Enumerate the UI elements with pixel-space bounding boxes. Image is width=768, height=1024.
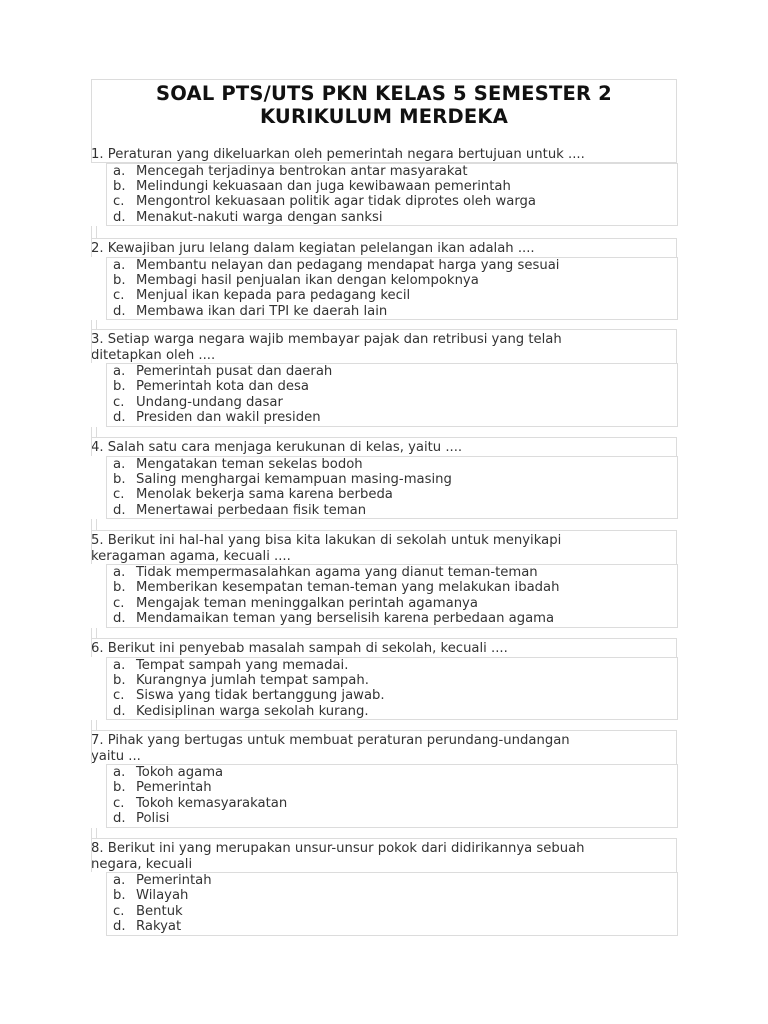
option-text: Saling menghargai kemampuan masing-masing <box>136 471 452 487</box>
option-text: Presiden dan wakil presiden <box>136 410 321 426</box>
row-spacer <box>91 828 97 838</box>
option-letter: c. <box>113 288 125 304</box>
question-text-line: 2. Kewajiban juru lelang dalam kegiatan pelelangan ikan adalah .... <box>91 241 535 256</box>
row-spacer <box>91 628 97 638</box>
option-text: Polisi <box>136 811 170 827</box>
question-text-line: 8. Berikut ini yang merupakan unsur-unsur pokok dari didirikannya sebuah <box>91 841 585 856</box>
question-frame <box>91 437 677 456</box>
option-letter: c. <box>113 487 125 503</box>
option-text: Undang-undang dasar <box>136 394 283 410</box>
option-letter: a. <box>113 873 126 888</box>
option-text: Mendamaikan teman yang berselisih karena perbedaan agama <box>136 611 555 627</box>
option-text: Pemerintah <box>136 873 212 888</box>
option-b[interactable] <box>107 780 677 795</box>
option-text: Tokoh kemasyarakatan <box>136 795 288 811</box>
option-letter: d. <box>113 209 126 225</box>
question-text-line: negara, kecuali <box>91 856 193 872</box>
option-text: Mencegah terjadinya bentrokan antar masyarakat <box>136 163 468 179</box>
answer-options <box>106 564 678 628</box>
option-letter: b. <box>113 379 126 395</box>
answer-options <box>106 363 678 427</box>
question-frame <box>91 730 677 764</box>
option-text: Pemerintah pusat dan daerah <box>136 364 333 379</box>
question-frame <box>91 144 677 163</box>
option-a[interactable] <box>107 258 677 273</box>
option-text: Rakyat <box>136 919 182 935</box>
question-frame <box>91 329 677 363</box>
option-letter: c. <box>113 595 125 611</box>
option-b[interactable] <box>107 179 677 194</box>
option-text: Menertawai perbedaan fisik teman <box>136 502 367 518</box>
option-text: Kurangnya jumlah tempat sampah. <box>136 672 369 688</box>
question-2 <box>91 241 677 319</box>
option-text: Pemerintah kota dan desa <box>136 379 309 395</box>
answer-options <box>106 657 678 721</box>
option-a[interactable] <box>107 658 677 673</box>
exam-sheet <box>91 79 678 936</box>
question-text-line: 7. Pihak yang bertugas untuk membuat peraturan perundang-undangan <box>91 733 570 748</box>
title-line-2: KURIKULUM MERDEKA <box>259 105 509 128</box>
option-d[interactable] <box>107 811 677 826</box>
row-spacer <box>91 320 97 329</box>
row-spacer <box>91 519 97 530</box>
option-text: Mengontrol kekuasaan politik agar tidak diprotes oleh warga <box>136 194 536 210</box>
option-letter: d. <box>113 502 126 518</box>
option-d[interactable] <box>107 304 677 319</box>
option-letter: a. <box>113 257 126 273</box>
option-d[interactable] <box>107 704 677 719</box>
answer-options <box>106 764 678 828</box>
option-letter: c. <box>113 194 125 210</box>
option-letter: b. <box>113 672 126 688</box>
question-text-line: 4. Salah satu cara menjaga kerukunan di kelas, yaitu .... <box>91 440 463 455</box>
option-letter: c. <box>113 688 125 704</box>
option-d[interactable] <box>107 210 677 225</box>
question-text-line: ditetapkan oleh .... <box>91 347 216 363</box>
option-text: Kedisiplinan warga sekolah kurang. <box>136 703 369 719</box>
option-letter: a. <box>113 456 126 472</box>
question-1 <box>91 147 677 225</box>
option-letter: a. <box>113 765 126 780</box>
option-letter: d. <box>113 303 126 319</box>
answer-options <box>106 257 678 321</box>
option-text: Tempat sampah yang memadai. <box>136 657 349 673</box>
option-c[interactable] <box>107 596 677 611</box>
question-text-line: yaitu ... <box>91 748 141 764</box>
option-letter: b. <box>113 888 126 904</box>
option-text: Melindungi kekuasaan dan juga kewibawaan pemerintah <box>136 178 511 194</box>
option-text: Bentuk <box>136 903 183 919</box>
page-title <box>91 79 677 128</box>
question-3 <box>91 332 677 426</box>
option-a[interactable] <box>107 765 677 780</box>
option-a[interactable] <box>107 457 677 472</box>
option-a[interactable] <box>107 565 677 580</box>
question-text-line: 5. Berikut ini hal-hal yang bisa kita lakukan di sekolah untuk menyikapi <box>91 533 562 548</box>
option-text: Menjual ikan kepada para pedagang kecil <box>136 288 411 304</box>
option-text: Pemerintah <box>136 780 212 796</box>
option-d[interactable] <box>107 503 677 518</box>
question-text-line: 6. Berikut ini penyebab masalah sampah di sekolah, kecuali .... <box>91 641 508 656</box>
answer-options <box>106 456 678 520</box>
option-text: Memberikan kesempatan teman-teman yang melakukan ibadah <box>136 580 560 596</box>
title-line-1: SOAL PTS/UTS PKN KELAS 5 SEMESTER 2 <box>156 82 612 105</box>
option-letter: d. <box>113 811 126 827</box>
question-5 <box>91 533 677 627</box>
row-spacer <box>91 720 97 730</box>
question-frame <box>91 838 677 872</box>
option-letter: b. <box>113 178 126 194</box>
question-6 <box>91 641 677 719</box>
option-letter: c. <box>113 394 125 410</box>
option-text: Mengatakan teman sekelas bodoh <box>136 456 363 472</box>
option-a[interactable] <box>107 873 677 888</box>
option-d[interactable] <box>107 611 677 626</box>
option-d[interactable] <box>107 410 677 425</box>
option-letter: b. <box>113 780 126 796</box>
option-letter: d. <box>113 611 126 627</box>
option-letter: b. <box>113 580 126 596</box>
question-text-line: 1. Peraturan yang dikeluarkan oleh pemerintah negara bertujuan untuk .... <box>91 147 585 162</box>
option-letter: c. <box>113 795 125 811</box>
option-text: Membawa ikan dari TPI ke daerah lain <box>136 303 388 319</box>
option-d[interactable] <box>107 919 677 934</box>
option-c[interactable] <box>107 487 677 502</box>
option-c[interactable] <box>107 395 677 410</box>
option-letter: a. <box>113 565 126 580</box>
option-b[interactable] <box>107 673 677 688</box>
option-text: Siswa yang tidak bertanggung jawab. <box>136 688 385 704</box>
row-spacer <box>91 427 97 437</box>
question-text-line: 3. Setiap warga negara wajib membayar pajak dan retribusi yang telah <box>91 332 562 347</box>
option-c[interactable] <box>107 688 677 703</box>
question-8 <box>91 841 677 935</box>
option-b[interactable] <box>107 472 677 487</box>
option-b[interactable] <box>107 888 677 903</box>
question-7 <box>91 733 677 827</box>
question-frame <box>91 530 677 564</box>
option-letter: b. <box>113 272 126 288</box>
option-a[interactable] <box>107 364 677 379</box>
option-b[interactable] <box>107 580 677 595</box>
option-b[interactable] <box>107 379 677 394</box>
option-letter: a. <box>113 657 126 673</box>
answer-options <box>106 872 678 936</box>
option-text: Mengajak teman meninggalkan perintah agamanya <box>136 595 478 611</box>
option-text: Tokoh agama <box>136 765 224 780</box>
option-text: Tidak mempermasalahkan agama yang dianut teman-teman <box>136 565 538 580</box>
option-letter: b. <box>113 471 126 487</box>
option-text: Membagi hasil penjualan ikan dengan kelompoknya <box>136 272 479 288</box>
option-letter: d. <box>113 410 126 426</box>
option-letter: c. <box>113 903 125 919</box>
option-c[interactable] <box>107 194 677 209</box>
question-frame <box>91 238 677 257</box>
question-4 <box>91 440 677 518</box>
row-spacer <box>91 226 97 238</box>
option-text: Menakut-nakuti warga dengan sanksi <box>136 209 383 225</box>
option-c[interactable] <box>107 904 677 919</box>
question-text-line: keragaman agama, kecuali .... <box>91 548 291 564</box>
option-text: Wilayah <box>136 888 189 904</box>
option-c[interactable] <box>107 288 677 303</box>
option-text: Membantu nelayan dan pedagang mendapat harga yang sesuai <box>136 257 560 273</box>
answer-options <box>106 163 678 227</box>
option-text: Menolak bekerja sama karena berbeda <box>136 487 393 503</box>
option-a[interactable] <box>107 164 677 179</box>
option-letter: a. <box>113 364 126 379</box>
option-letter: d. <box>113 703 126 719</box>
option-b[interactable] <box>107 273 677 288</box>
option-letter: a. <box>113 163 126 179</box>
option-letter: d. <box>113 919 126 935</box>
option-c[interactable] <box>107 796 677 811</box>
question-frame <box>91 638 677 657</box>
